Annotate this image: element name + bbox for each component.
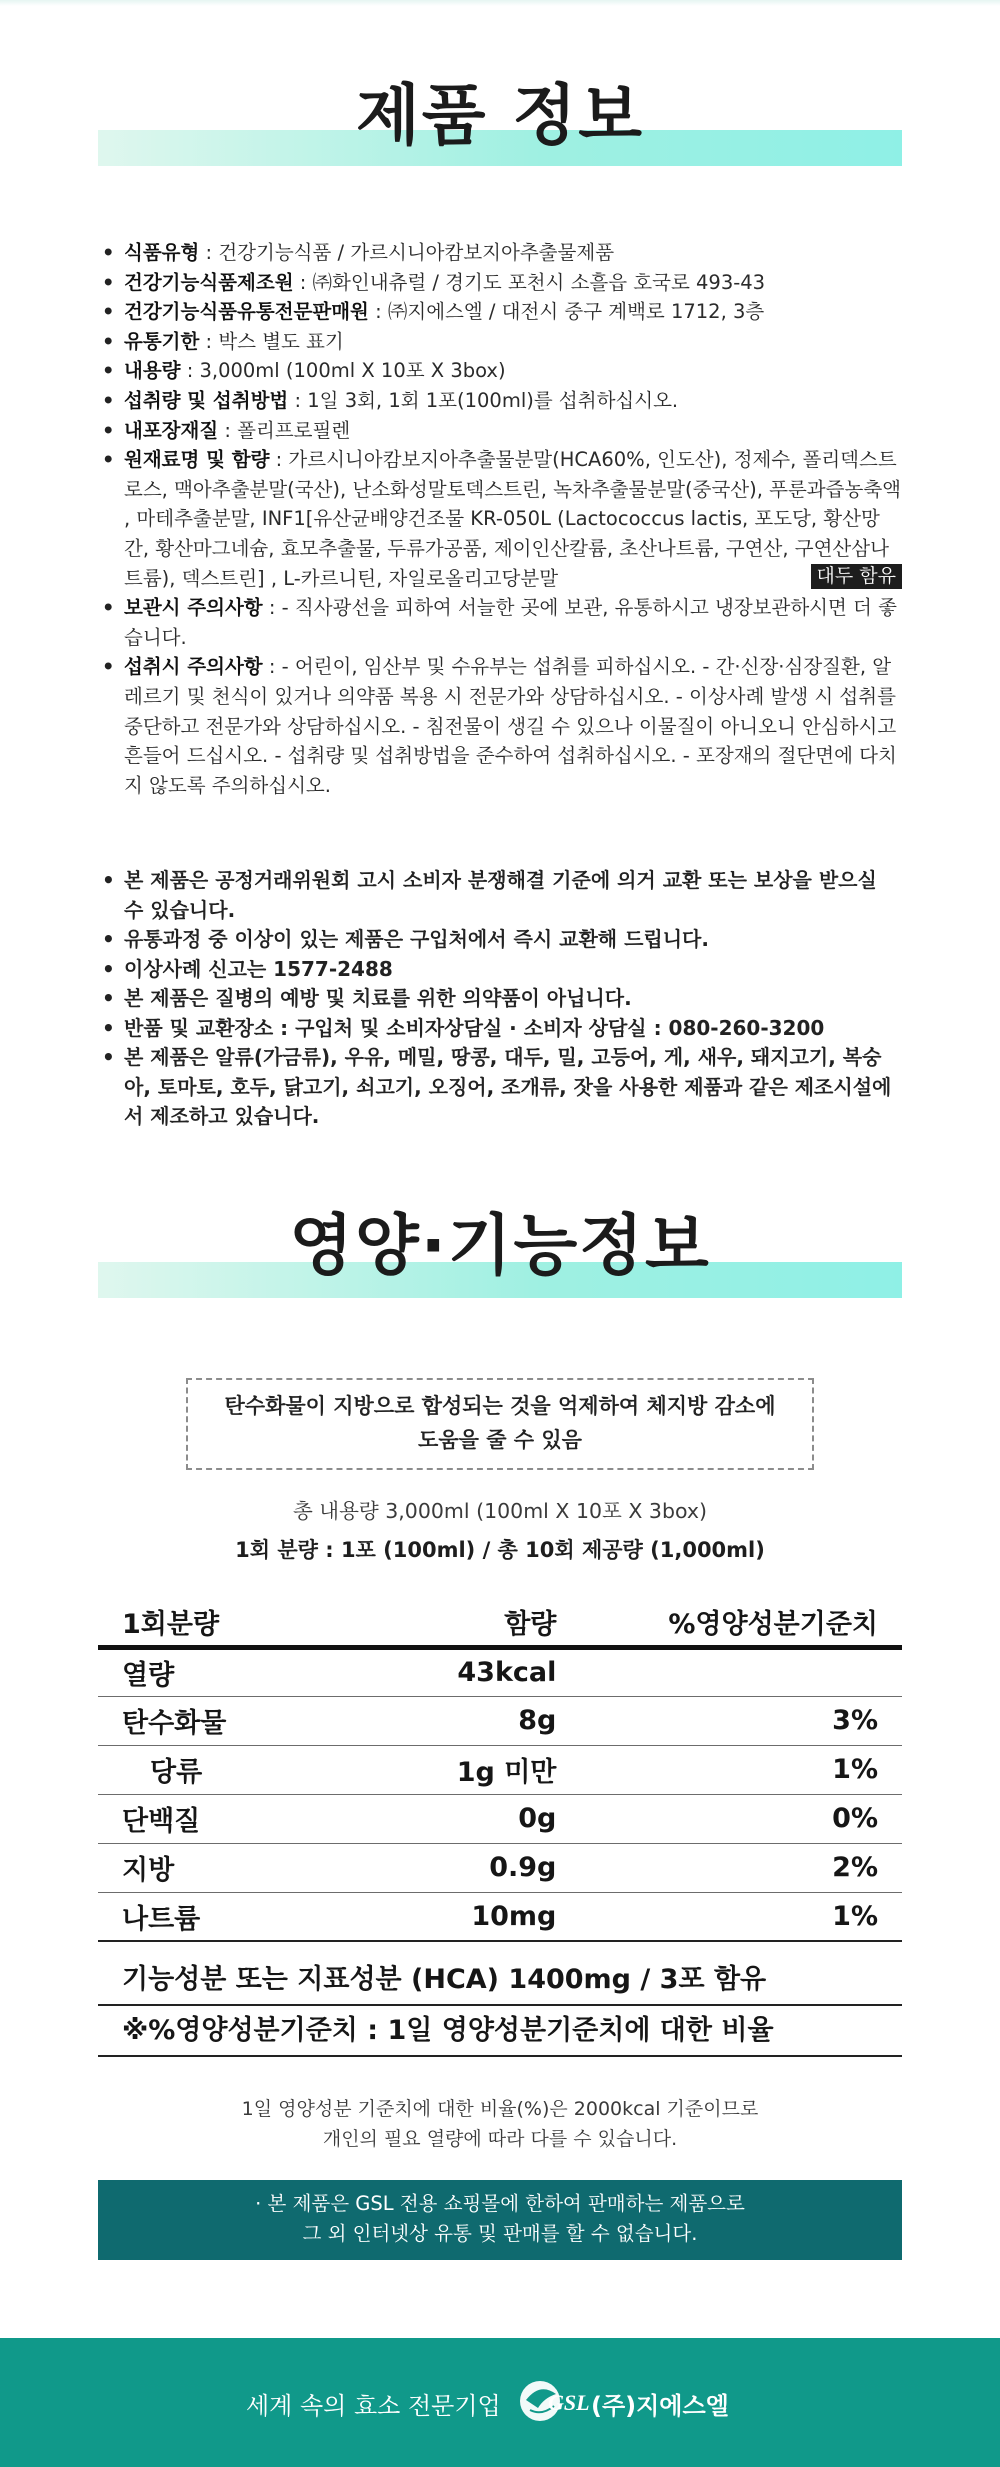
footer-brand-group [246,2376,846,2426]
serving-size: 1회 분량 : 1포 (100ml) / 총 10회 제공량 (1,000ml) [235,1538,765,1562]
nutrition-title: 영양·기능정보 [289,1207,711,1284]
table-row [98,1843,902,1892]
gsl-logo-icon [518,2376,598,2426]
info-item-expiry: • 유통기한 : 박스 별도 표기 [96,327,902,357]
info-item-volume: • 내용량 : 3,000ml (100ml X 10포 X 3box) [96,356,902,386]
claim-line-2: 도움을 줄 수 있음 [418,1428,582,1452]
nutrient-name: 단백질 [98,1794,371,1843]
nutrient-amount: 10mg [371,1892,580,1941]
nutrient-name: 지방 [98,1843,371,1892]
nutrient-dv: 3% [580,1696,902,1745]
notice-item: • 반품 및 교환장소 : 구입처 및 소비자상담실 · 소비자 상담실 : 080-260-3200 [96,1014,902,1044]
info-item-dosage: • 섭취량 및 섭취방법 : 1일 3회, 1회 1포(100ml)를 섭취하십시오. [96,386,902,416]
top-rule [0,0,1000,6]
footer-tagline: 세계 속의 효소 전문기업 [246,2392,501,2420]
nutrient-dv: 1% [580,1745,902,1794]
nutrient-dv [580,1647,902,1696]
info-item-cautions: • 섭취시 주의사항 : - 어린이, 임산부 및 수유부는 섭취를 피하십시오. - 간·신장·심장질환, 알레르기 및 천식이 있거나 의약품 복용 시 전문가와 상담하십시오. - 이상사례 발생 시 섭취를 중단하고 전문가와 상담하십시오. - 침전물이 생길 수 있으나 이물질이 아니오니 안심하시고 흔들어 드십시오. - 섭취량 및 섭취방법을 준수하여 섭취하십시오. - 포장재의 절단면에 다치지 않도록 주의하십시오. [96,652,902,800]
health-claim-box [186,1378,814,1470]
notice-item: • 본 제품은 알류(가금류), 우유, 메밀, 땅콩, 대두, 밀, 고등어, 게, 새우, 돼지고기, 복숭아, 토마토, 호두, 닭고기, 쇠고기, 오징어, 조개류, 잣을 사용한 제품과 같은 제조시설에서 제조하고 있습니다. [96,1043,902,1132]
nutrient-amount: 43kcal [371,1647,580,1696]
nutrition-header [0,1192,1000,1287]
gsl-notice-line-2: 그 외 인터넷상 유통 및 판매를 할 수 없습니다. [302,2222,698,2245]
product-info-title: 제품 정보 [355,77,644,154]
daily-value-note-row: ※%영양성분기준치 : 1일 영양성분기준치에 대한 비율 [98,2006,902,2057]
kcal-note-line-1: 1일 영양성분 기준치에 대한 비율(%)은 2000kcal 기준이므로 [241,2098,759,2120]
nutrition-table [98,1598,902,1942]
nutrient-dv: 1% [580,1892,902,1941]
total-volume: 총 내용량 3,000ml (100ml X 10포 X 3box) [292,1499,708,1523]
nutrient-name: 열량 [98,1647,371,1696]
info-item-distributor: • 건강기능식품유통전문판매원 : ㈜지에스엘 / 대전시 중구 계백로 1712, 3층 [96,297,902,327]
product-info-list [96,238,902,800]
gsl-exclusive-banner [98,2180,902,2260]
allergen-badge: 대두 함유 [811,564,902,589]
table-row [98,1745,902,1794]
table-row [98,1794,902,1843]
header-amount: 함량 [371,1598,580,1647]
info-item-storage: • 보관시 주의사항 : - 직사광선을 피하여 서늘한 곳에 보관, 유통하시고 냉장보관하시면 더 좋습니다. [96,593,902,652]
table-row [98,1696,902,1745]
notice-item: • 본 제품은 공정거래위원회 고시 소비자 분쟁해결 기준에 의거 교환 또는 보상을 받으실 수 있습니다. [96,866,902,925]
footer [0,2338,1000,2467]
consumer-notice-list [96,866,902,1132]
nutrient-dv: 0% [580,1794,902,1843]
nutrient-dv: 2% [580,1843,902,1892]
functional-ingredient-row: 기능성분 또는 지표성분 (HCA) 1400mg / 3포 함유 [98,1955,902,2006]
gsl-notice-line-1: · 본 제품은 GSL 전용 쇼핑몰에 한하여 판매하는 제품으로 [255,2192,745,2215]
info-item-ingredients: • 원재료명 및 함량 : 가르시니아캄보지아추출물분말(HCA60%, 인도산), 정제수, 폴리덱스트로스, 맥아추출분말(국산), 난소화성말토덱스트린, 녹차추출물분말(중국산), 푸룬과즙농축액 , 마테추출분말, INF1[유산균배양건조물 KR-050L (Lactococcus lactis, 포도당, 황산망간, 황산마그네슘, 효모추출물, 두류가공품, 제이인산칼륨, 초산나트륨, 구연산, 구연산삼나트륨), 덱스트린] , L-카르니틴, 자일로올리고당분말 대두 함유 [96,445,902,593]
notice-item: • 본 제품은 질병의 예방 및 치료를 위한 의약품이 아닙니다. [96,984,902,1014]
info-item-food-type: • 식품유형 : 건강기능식품 / 가르시니아캄보지아추출물제품 [96,238,902,268]
info-item-manufacturer: • 건강기능식품제조원 : ㈜화인내츄럴 / 경기도 포천시 소흘읍 호국로 493-43 [96,268,902,298]
footer-company-name: (주)지에스엘 [591,2392,729,2420]
header-serving: 1회분량 [98,1598,371,1647]
nutrient-name: 나트륨 [98,1892,371,1941]
nutrient-amount: 1g 미만 [371,1745,580,1794]
nutrient-amount: 0.9g [371,1843,580,1892]
gsl-logo-text: GSL [548,2390,590,2415]
notice-item: • 이상사례 신고는 1577-2488 [96,955,902,985]
table-row [98,1892,902,1941]
nutrient-amount: 8g [371,1696,580,1745]
nutrient-amount: 0g [371,1794,580,1843]
header-daily-value: %영양성분기준치 [580,1598,902,1647]
notice-item: • 유통과정 중 이상이 있는 제품은 구입처에서 즉시 교환해 드립니다. [96,925,902,955]
table-header-row [98,1598,902,1647]
nutrient-name: 당류 [98,1745,371,1794]
kcal-note-line-2: 개인의 필요 열량에 따라 다를 수 있습니다. [322,2128,678,2150]
table-row [98,1647,902,1696]
claim-line-1: 탄수화물이 지방으로 합성되는 것을 억제하여 체지방 감소에 [224,1394,776,1418]
product-info-header [0,62,1000,157]
info-item-packaging: • 내포장재질 : 폴리프로필렌 [96,416,902,446]
nutrient-name: 탄수화물 [98,1696,371,1745]
